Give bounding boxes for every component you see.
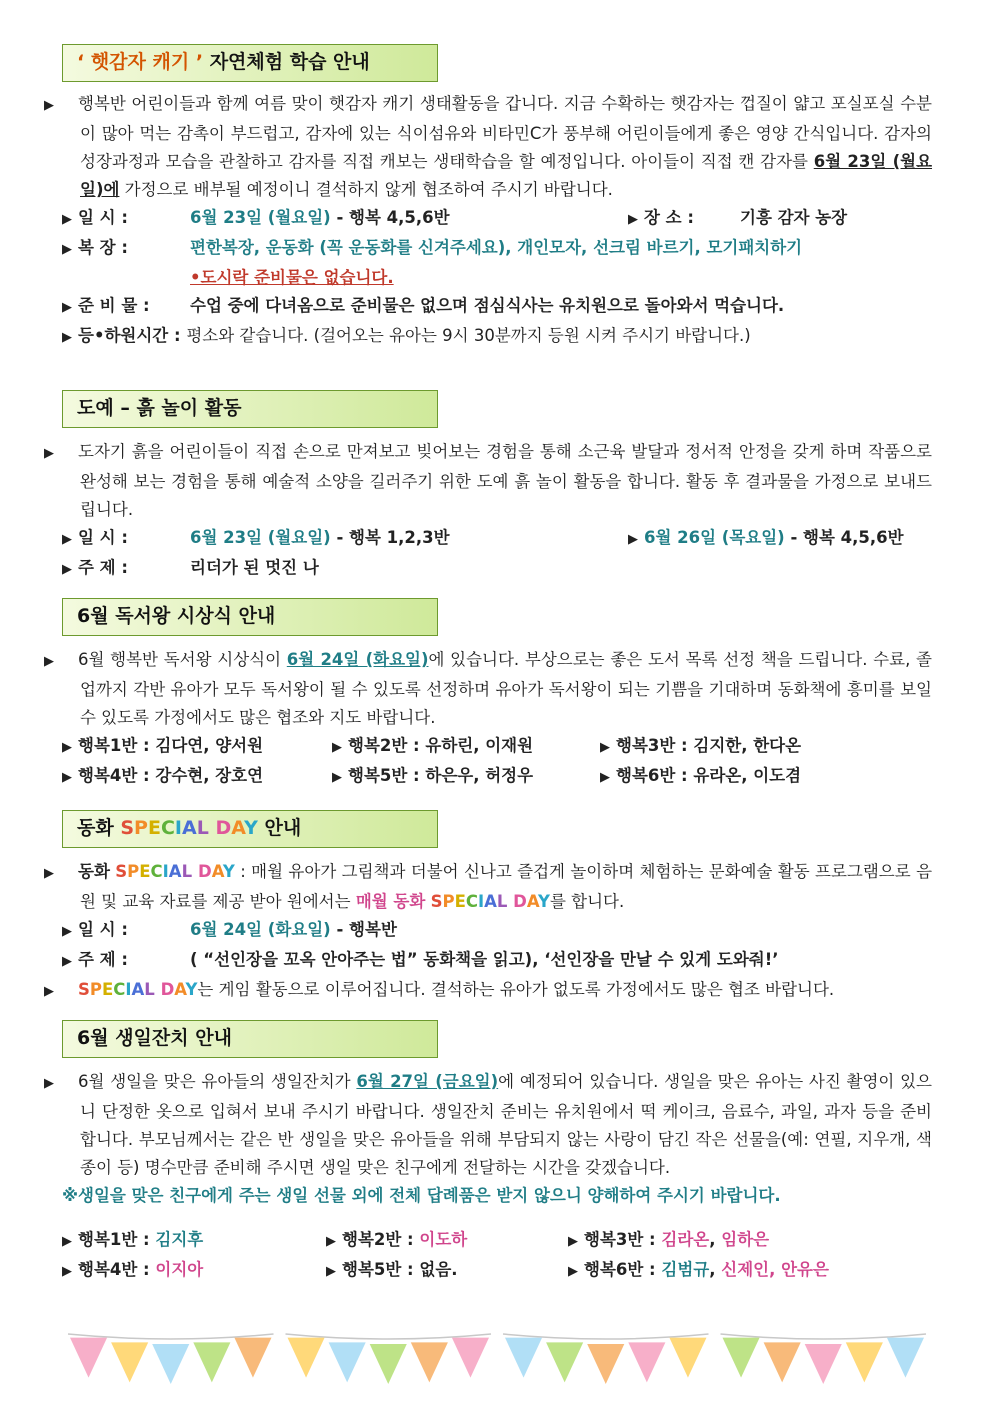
arrow-icon: ▶	[62, 954, 72, 969]
winner-item: ▶ 행복3반 : 김지한, 한다온	[600, 736, 802, 755]
birthday-item: ▶ 행복1반 : 김지후	[62, 1230, 204, 1249]
bunting-flag	[805, 1344, 842, 1384]
dress-note-row: •도시락 준비물은 없습니다.	[190, 268, 394, 287]
special-word: SPECIAL	[120, 817, 209, 839]
arrow-icon: ▶	[44, 98, 54, 113]
birthday-row-2	[62, 1256, 932, 1286]
birthday-item: ▶ 행복4반 : 이지아	[62, 1260, 204, 1279]
bunting-flag	[764, 1342, 801, 1382]
winner-item: ▶ 행복6반 : 유라온, 이도겸	[600, 766, 802, 785]
section-title: 도예 – 흙 놀이 활동	[62, 390, 438, 428]
intro-paragraph: ▶ 도자기 흙을 어린이들이 직접 손으로 만져보고 빚어보는 경험을 통해 소근육 발달과 정서적 안정을 갖게 하며 작품으로 완성해 보는 경험을 통해 예술적 소양을 길러주기 위한 도예 흙 놀이 활동을 합니다. 활동 후 결과물을 가정으로 보내드립니다.	[44, 442, 932, 519]
bunting-flag	[111, 1342, 148, 1382]
winner-item: ▶ 행복4반 : 강수현, 장호연	[62, 766, 264, 785]
bunting-flag	[70, 1338, 107, 1378]
date-row: ▶ 일 시 : 6월 24일 (화요일) - 행복반	[62, 916, 932, 946]
bunting-flag	[452, 1338, 489, 1378]
bunting-decoration	[62, 1330, 932, 1390]
arrow-icon: ▶	[44, 654, 54, 669]
bunting-flag	[193, 1342, 230, 1382]
bunting-flag	[723, 1338, 760, 1378]
arrow-icon: ▶	[62, 532, 72, 547]
intro-date: 6월 27일 (금요일)	[356, 1072, 499, 1091]
date-row: ▶ 일 시 : 6월 23일 (월요일) - 행복 4,5,6반 ▶ 장 소 : 기흥 감자 농장	[62, 204, 932, 234]
intro-date: 6월 23일 (월요일)에	[80, 152, 933, 199]
arrow-icon: ▶	[44, 1076, 54, 1091]
bunting-flag	[329, 1342, 366, 1382]
arrow-icon: ▶	[62, 212, 72, 227]
section-pottery	[44, 390, 932, 584]
bunting-flag	[587, 1344, 624, 1384]
winners-row-1	[62, 732, 932, 762]
birthday-item: ▶ 행복3반 : 김라온, 임하은	[568, 1230, 770, 1249]
theme-row: ▶ 주 제 : ( “선인장을 꼬옥 안아주는 법” 동화책을 읽고), ‘선인장을 만날 수 있게 도와줘!’	[62, 946, 932, 976]
date-row: ▶ 일 시 : 6월 23일 (월요일) - 행복 1,2,3반 ▶ 6월 26일 (목요일) - 행복 4,5,6반	[62, 524, 932, 554]
arrow-icon: ▶	[44, 866, 54, 881]
day-word: DAY	[215, 817, 258, 839]
bunting-flag	[152, 1344, 189, 1384]
arrow-icon: ▶	[62, 924, 72, 939]
prep-row: ▶ 준 비 물 : 수업 중에 다녀옴으로 준비물은 없으며 점심식사는 유치원으로 돌아와서 먹습니다.	[62, 292, 932, 322]
arrow-icon: ▶	[44, 446, 54, 461]
dress-row: ▶ 복 장 : 편한복장, 운동화 (꼭 운동화를 신겨주세요), 개인모자, 선크림 바르기, 모기패치하기	[62, 234, 932, 264]
bunting-flag	[505, 1338, 542, 1378]
bunting-flag	[370, 1344, 407, 1384]
arrow-icon: ▶	[628, 532, 638, 547]
bunting-flag	[411, 1342, 448, 1382]
theme-row: ▶ 주 제 : 리더가 된 멋진 나	[62, 554, 932, 584]
note-paragraph: ▶ SPECIAL DAY는 게임 활동으로 이루어집니다. 결석하는 유아가 없도록 가정에서도 많은 협조 바랍니다.	[62, 976, 932, 1006]
winner-item: ▶ 행복2반 : 유하린, 이재원	[332, 736, 534, 755]
birthday-item: ▶ 행복6반 : 김범규, 신제인, 안유은	[568, 1260, 829, 1279]
bunting-flag	[628, 1342, 665, 1382]
bunting-flag	[546, 1342, 583, 1382]
intro-paragraph: ▶ 동화 SPECIAL DAY : 매월 유아가 그림책과 더불어 신나고 즐겁게 놀이하며 체험하는 문화예술 활동 프로그램으로 음원 및 교육 자료를 제공 받아 원에서는 매월 동화 SPECIAL DAY를 합니다.	[44, 862, 933, 911]
section-potato	[44, 44, 933, 352]
arrow-icon: ▶	[62, 242, 72, 257]
bunting-flag	[234, 1338, 271, 1378]
bunting-flag	[669, 1338, 706, 1378]
time-row: ▶ 등•하원시간 : 평소와 같습니다. (걸어오는 유아는 9시 30분까지 등원 시켜 주시기 바랍니다.)	[62, 322, 932, 352]
title-text: 자연체험 학습 안내	[209, 51, 370, 73]
section-title: 6월 독서왕 시상식 안내	[62, 598, 438, 636]
winner-item: ▶ 행복1반 : 김다연, 양서원	[62, 736, 264, 755]
winners-row-2	[62, 762, 932, 792]
arrow-icon: ▶	[628, 212, 638, 227]
birthday-item: ▶ 행복2반 : 이도하	[326, 1230, 468, 1249]
birthday-item: ▶ 행복5반 : 없음.	[326, 1260, 458, 1279]
intro-paragraph: ▶ 행복반 어린이들과 함께 여름 맞이 햇감자 캐기 생태활동을 갑니다. 지금 수확하는 햇감자는 껍질이 얇고 포실포실 수분이 많아 먹는 감촉이 부드럽고, 감자에 있는 식이섬유와 비타민C가 풍부해 어린이들에게 좋은 영양 간식입니다. 감자의 성장과정과 모습을 관찰하고 감자를 직접 캐보는 생태학습을 할 예정입니다. 아이들이 직접 캔 감자를 6월 23일 (월요일)에 가정으로 배부될 예정이니 결석하지 않게 협조하여 주시기 바랍니다.	[44, 94, 933, 199]
arrow-icon: ▶	[62, 562, 72, 577]
intro-paragraph: ▶ 6월 생일을 맞은 유아들의 생일잔치가 6월 27일 (금요일)에 예정되어 있습니다. 생일을 맞은 유아는 사진 촬영이 있으니 단정한 옷으로 입혀서 보내 주시기 바랍니다. 생일잔치 준비는 유치원에서 떡 케이크, 음료수, 과일, 과자 등을 준비합니다. 부모님께서는 같은 반 생일을 맞은 유아들을 위해 부담되지 않는 사랑이 담긴 작은 선물을(예: 연필, 지우개, 색종이 등) 명수만큼 준비해 주시면 생일 맞은 친구에게 전달하는 시간을 갖겠습니다.	[44, 1072, 932, 1177]
bunting-flag	[887, 1338, 924, 1378]
birthday-row-1	[62, 1226, 932, 1256]
bunting-flag	[288, 1338, 325, 1378]
section-title	[62, 44, 438, 82]
section-special-day	[44, 810, 933, 1006]
section-title: 6월 생일잔치 안내	[62, 1020, 438, 1058]
winner-item: ▶ 행복5반 : 하은우, 허정우	[332, 766, 534, 785]
arrow-icon: ▶	[62, 300, 72, 315]
arrow-icon: ▶	[44, 984, 54, 999]
intro-paragraph: ▶ 6월 행복반 독서왕 시상식이 6월 24일 (화요일)에 있습니다. 부상으로는 좋은 도서 목록 선정 책을 드립니다. 수료, 졸업까지 각반 유아가 모두 독서왕이 될 수 있도록 선정하며 유아가 독서왕이 되는 기쁨을 기대하며 동화책에 흥미를 보일 수 있도록 가정에서도 많은 협조와 지도 바랍니다.	[44, 650, 932, 727]
arrow-icon: ▶	[62, 330, 72, 345]
title-highlight: ‘ 햇감자 캐기 ’	[77, 51, 204, 73]
intro-date: 6월 24일 (화요일)	[286, 650, 429, 669]
bunting-flag	[846, 1342, 883, 1382]
section-reading-award	[44, 598, 932, 792]
section-title: 동화 SPECIAL DAY 안내	[62, 810, 438, 848]
notice-row: ※생일을 맞은 친구에게 주는 생일 선물 외에 전체 답례품은 받지 않으니 양해하여 주시기 바랍니다.	[62, 1186, 781, 1205]
section-birthday	[44, 1020, 932, 1286]
